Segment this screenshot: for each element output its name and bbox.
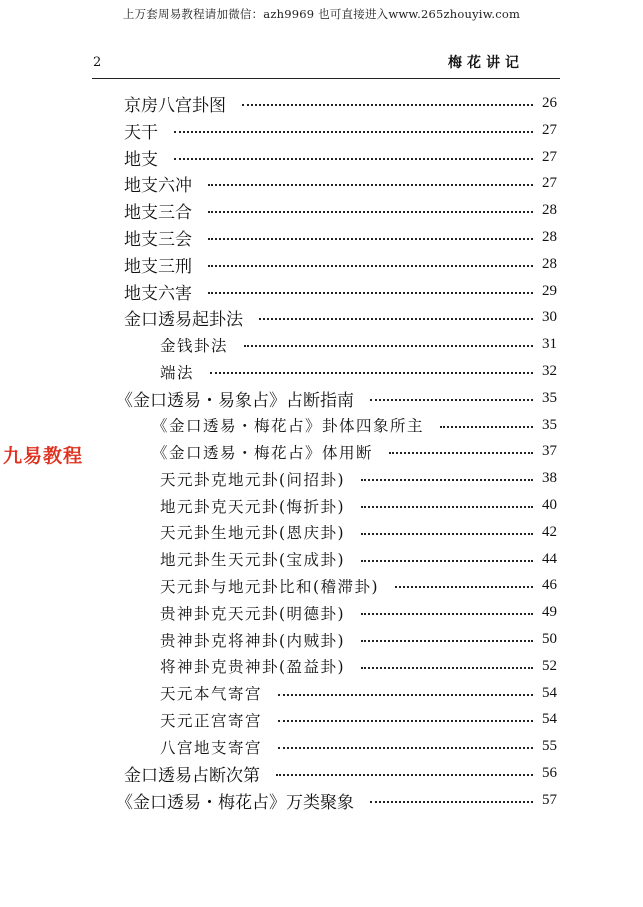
toc-entry xyxy=(0,278,643,305)
toc-page-number: 46 xyxy=(542,577,557,594)
watermark-text: 九易教程 xyxy=(3,445,84,467)
toc-entry-title: 地支六害 xyxy=(124,283,192,304)
toc-leader-dots xyxy=(370,399,533,401)
toc-leader-dots xyxy=(278,694,533,696)
toc-entry-title: 天元卦与地元卦比和(稽滞卦) xyxy=(160,577,380,596)
toc-leader-dots xyxy=(208,184,533,186)
toc-entry-title: 地支三合 xyxy=(124,203,192,224)
toc-page-number: 35 xyxy=(542,416,557,433)
toc-page-number: 44 xyxy=(542,550,557,567)
toc-entry xyxy=(0,251,643,278)
toc-entry-title: 天元正宫寄宫 xyxy=(160,711,263,730)
toc-leader-dots xyxy=(361,640,533,642)
toc-entry xyxy=(0,706,643,733)
toc-entry-title: 金钱卦法 xyxy=(160,336,229,355)
running-head-title: 梅花讲记 xyxy=(448,55,524,71)
toc-entry-title: 地元卦克天元卦(悔折卦) xyxy=(160,497,346,516)
toc-entry xyxy=(0,519,643,546)
toc-page-number: 56 xyxy=(542,765,557,781)
toc-leader-dots xyxy=(208,265,533,267)
toc-entry xyxy=(0,331,643,358)
toc-leader-dots xyxy=(276,774,533,776)
header-rule xyxy=(92,78,560,79)
toc-page-number: 57 xyxy=(542,791,557,808)
toc-page-number: 31 xyxy=(542,336,557,353)
toc-entry xyxy=(0,465,643,492)
toc-page-number: 54 xyxy=(542,684,557,701)
top-banner-text: 上万套周易教程请加微信：azh9969 也可直接进入www.265zhouyiw.com xyxy=(122,7,521,21)
toc-leader-dots xyxy=(370,801,533,803)
toc-leader-dots xyxy=(361,506,533,508)
toc-entry xyxy=(0,90,643,117)
toc-entry-title: 八宫地支寄宫 xyxy=(160,738,263,757)
toc-entry-title: 金口透易起卦法 xyxy=(124,310,243,331)
toc-page-number: 28 xyxy=(542,255,557,272)
toc-page-number: 52 xyxy=(542,657,557,674)
toc-entry xyxy=(0,412,643,439)
toc-page-number: 30 xyxy=(542,309,557,326)
toc-entry xyxy=(0,653,643,680)
toc-entry xyxy=(0,385,643,412)
toc-entry-title: 天干 xyxy=(124,122,158,143)
toc-page-number: 27 xyxy=(542,148,557,165)
toc-entry-title: 《金口透易・易象占》占断指南 xyxy=(116,390,354,411)
toc-leader-dots xyxy=(361,479,533,481)
toc-page-number: 50 xyxy=(542,631,557,647)
toc-entry-title: 《金口透易・梅花占》卦体四象所主 xyxy=(152,417,425,436)
toc-entry-title: 地支六冲 xyxy=(124,176,192,197)
toc-page-number: 29 xyxy=(542,282,557,299)
toc-leader-dots xyxy=(242,104,533,106)
toc-entry-title: 端法 xyxy=(160,363,195,382)
toc-entry xyxy=(0,572,643,599)
toc-leader-dots xyxy=(361,560,533,562)
toc-entry xyxy=(0,304,643,331)
toc-leader-dots xyxy=(208,211,533,213)
toc-leader-dots xyxy=(440,426,533,428)
toc-entry xyxy=(0,438,643,465)
toc-entry xyxy=(0,599,643,626)
toc-page-number: 49 xyxy=(542,604,557,621)
toc-leader-dots xyxy=(361,613,533,615)
toc-leader-dots xyxy=(395,586,533,588)
toc-entry-title: 天元卦克地元卦(问招卦) xyxy=(160,470,346,489)
toc-page-number: 26 xyxy=(542,95,557,111)
toc-page-number: 38 xyxy=(542,470,557,487)
toc-page-number: 55 xyxy=(542,738,557,755)
toc-page-number: 54 xyxy=(542,711,557,728)
toc-entry xyxy=(0,224,643,251)
toc-entry xyxy=(0,492,643,519)
toc-entry-title: 将神卦克贵神卦(盈益卦) xyxy=(160,658,346,677)
toc-entry-title: 地支三会 xyxy=(124,230,192,250)
toc-leader-dots xyxy=(278,720,533,722)
toc-entry xyxy=(0,117,643,144)
toc-entry-title: 金口透易占断次第 xyxy=(124,766,260,786)
toc-page-number: 27 xyxy=(542,175,557,192)
toc-page-number: 42 xyxy=(542,523,557,540)
toc-page-number: 40 xyxy=(542,497,557,513)
toc-leader-dots xyxy=(210,372,533,374)
toc-entry-title: 《金口透易・梅花占》体用断 xyxy=(152,443,374,462)
toc-entry-title: 京房八宫卦图 xyxy=(124,96,226,116)
toc-page-number: 28 xyxy=(542,202,557,219)
toc-entry-title: 贵神卦克将神卦(内贼卦) xyxy=(160,631,346,650)
toc-entry xyxy=(0,787,643,814)
toc-leader-dots xyxy=(278,747,533,749)
toc-entry-title: 地支三刑 xyxy=(124,256,192,277)
toc-entry xyxy=(0,546,643,573)
toc-leader-dots xyxy=(208,292,533,294)
toc-leader-dots xyxy=(174,158,533,160)
toc-entry xyxy=(0,680,643,707)
toc-page-number: 37 xyxy=(542,443,557,460)
toc-entry-title: 天元本气寄宫 xyxy=(160,685,263,704)
toc-entry xyxy=(0,197,643,224)
toc-leader-dots xyxy=(259,318,533,320)
toc-leader-dots xyxy=(389,452,533,454)
toc-leader-dots xyxy=(244,345,533,347)
toc-entry xyxy=(0,626,643,653)
toc-page-number: 27 xyxy=(542,121,557,138)
toc-leader-dots xyxy=(361,667,533,669)
toc-page-number: 35 xyxy=(542,389,557,406)
toc-page-number: 28 xyxy=(542,229,557,245)
toc-entry-title: 贵神卦克天元卦(明德卦) xyxy=(160,604,346,623)
toc-entry-title: 天元卦生地元卦(恩庆卦) xyxy=(160,524,346,543)
toc-leader-dots xyxy=(361,533,533,535)
toc-leader-dots xyxy=(174,131,533,133)
toc-entry-title: 《金口透易・梅花占》万类聚象 xyxy=(116,792,354,813)
page-number: 2 xyxy=(93,55,102,70)
toc-entry xyxy=(0,144,643,171)
toc-entry-title: 地元卦生天元卦(宝成卦) xyxy=(160,551,346,570)
toc-entry xyxy=(0,170,643,197)
toc-entry xyxy=(0,358,643,385)
toc-entry-title: 地支 xyxy=(124,149,158,170)
toc-entry xyxy=(0,760,643,787)
toc-leader-dots xyxy=(208,238,533,240)
toc-entry xyxy=(0,733,643,760)
toc-page-number: 32 xyxy=(542,363,557,379)
